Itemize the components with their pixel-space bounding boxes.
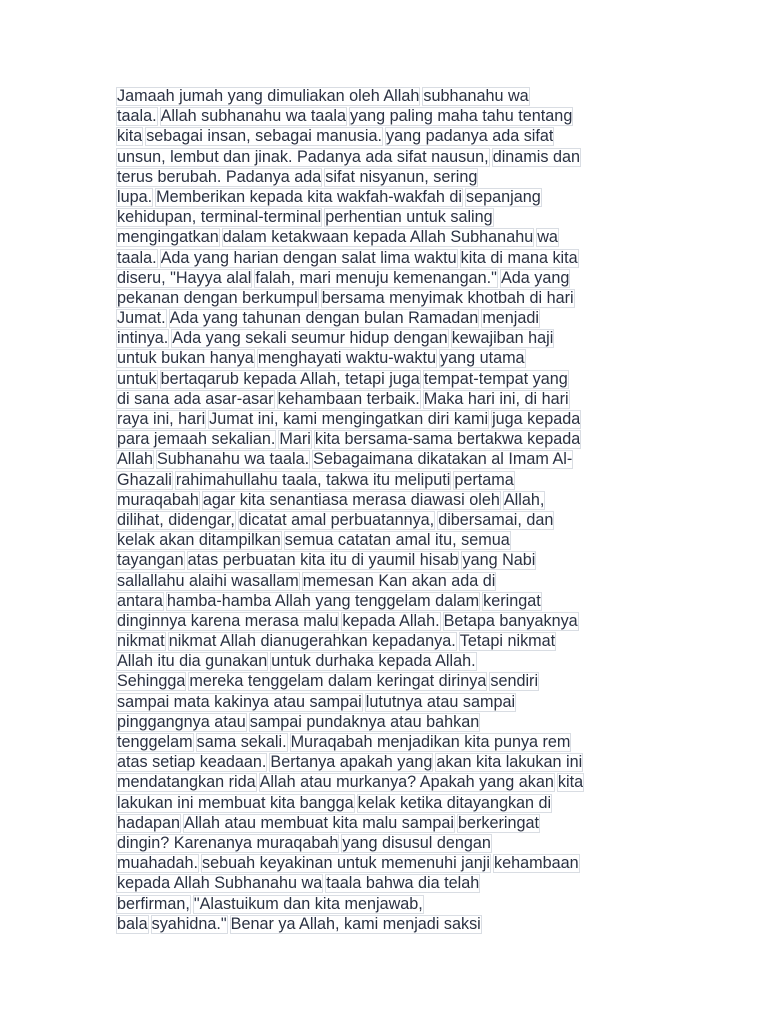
text-line: [116, 168, 656, 188]
text-segment: pertama: [454, 470, 514, 489]
text-segment: antara: [117, 591, 163, 610]
text-segment: hadapan: [117, 813, 181, 832]
text-segment: muraqabah: [117, 490, 199, 509]
text-line: [116, 188, 656, 208]
text-segment: terus berubah. Padanya ada: [117, 167, 322, 186]
text-line: [116, 228, 656, 248]
text-segment: berfirman,: [117, 894, 190, 913]
text-line: [116, 753, 656, 773]
text-segment: taala.: [117, 248, 157, 267]
text-segment: dingin? Karenanya muraqabah: [117, 833, 339, 852]
text-segment: dilihat, didengar,: [117, 510, 235, 529]
text-segment: taala bahwa dia telah: [326, 874, 480, 893]
document-body: [116, 87, 656, 935]
text-segment: Allah atau murkanya? Apakah yang akan: [259, 773, 554, 792]
text-segment: yang utama: [439, 349, 525, 368]
text-segment: untuk bukan hanya: [117, 349, 254, 368]
text-line: [116, 915, 656, 935]
text-segment: falah, mari menuju kemenangan.": [255, 268, 497, 287]
text-segment: Allah subhanahu wa taala: [160, 107, 347, 126]
text-segment: sallallahu alaihi wasallam: [117, 571, 299, 590]
text-segment: kehambaan terbaik.: [277, 389, 420, 408]
text-line: [116, 107, 656, 127]
text-segment: kita: [117, 127, 143, 146]
text-line: [116, 834, 656, 854]
text-segment: sebagai insan, sebagai manusia.: [146, 127, 382, 146]
text-line: [116, 895, 656, 915]
text-segment: tenggelam: [117, 733, 193, 751]
text-line: [116, 773, 656, 793]
text-segment: di sana ada asar-asar: [117, 389, 274, 408]
text-segment: raya ini, hari: [117, 410, 206, 428]
text-segment: "Alastuikum dan kita menjawab,: [193, 894, 423, 913]
text-segment: Ada yang sekali seumur hidup dengan: [172, 329, 448, 348]
text-segment: Maka hari ini, di hari: [423, 389, 569, 408]
text-segment: sampai mata kakinya atau sampai: [117, 692, 362, 711]
text-line: [116, 491, 656, 511]
text-segment: sebuah keyakinan untuk memenuhi janji: [202, 854, 490, 873]
text-segment: juga kepada: [492, 410, 581, 428]
text-segment: Benar ya Allah, kami menjadi saksi: [230, 914, 481, 933]
text-segment: atas perbuatan kita itu di yaumil hisab: [187, 551, 459, 570]
text-line: [116, 329, 656, 349]
text-line: [116, 531, 656, 551]
text-line: [116, 208, 656, 228]
text-segment: nikmat: [117, 632, 165, 651]
text-segment: dinginnya karena merasa malu: [117, 611, 339, 630]
text-segment: akan kita lakukan ini: [436, 753, 583, 772]
text-segment: tayangan: [117, 551, 184, 570]
text-segment: kepada Allah Subhanahu wa: [117, 874, 323, 893]
text-segment: sendiri: [490, 672, 539, 691]
text-segment: yang disusul dengan: [342, 833, 491, 852]
text-segment: hamba-hamba Allah yang tenggelam dalam: [166, 591, 480, 610]
text-segment: perhentian untuk saling: [325, 208, 493, 227]
text-line: [116, 693, 656, 713]
text-segment: Bertanya apakah yang: [270, 753, 433, 772]
text-segment: nikmat Allah dianugerahkan kepadanya.: [168, 632, 456, 651]
text-segment: mereka tenggelam dalam keringat dirinya: [189, 672, 487, 691]
text-line: [116, 370, 656, 390]
text-segment: Tetapi nikmat: [459, 632, 556, 651]
text-segment: keringat: [483, 591, 541, 610]
text-segment: Jumat.: [117, 309, 166, 328]
text-segment: wa: [537, 228, 558, 247]
text-line: [116, 713, 656, 733]
text-line: [116, 612, 656, 632]
text-segment: dinamis dan: [492, 147, 580, 166]
text-line: [116, 450, 656, 470]
text-segment: mengingatkan: [117, 228, 219, 247]
text-line: [116, 390, 656, 410]
text-line: [116, 430, 656, 450]
text-line: [116, 249, 656, 269]
text-segment: Betapa banyaknya: [443, 611, 578, 630]
text-segment: Ghazali: [117, 470, 172, 489]
text-segment: Memberikan kepada kita wakfah-wakfah di: [156, 187, 463, 206]
text-line: [116, 511, 656, 531]
text-segment: atas setiap keadaan.: [117, 753, 267, 772]
text-segment: subhanahu wa: [423, 87, 529, 105]
text-line: [116, 551, 656, 571]
text-segment: Sebagaimana dikatakan al Imam Al-: [313, 450, 573, 469]
text-segment: kepada Allah.: [342, 611, 440, 630]
text-line: [116, 632, 656, 652]
text-segment: tempat-tempat yang: [423, 369, 568, 388]
text-segment: sama sekali.: [196, 733, 287, 751]
text-segment: Muraqabah menjadikan kita punya rem: [290, 733, 571, 751]
text-line: [116, 794, 656, 814]
text-segment: Sehingga: [117, 672, 186, 691]
text-segment: dicatat amal perbuatannya,: [238, 510, 435, 529]
text-line: [116, 471, 656, 491]
text-segment: sifat nisyanun, sering: [325, 167, 478, 186]
text-segment: pinggangnya atau: [117, 712, 246, 731]
text-segment: kita di mana kita: [460, 248, 578, 267]
text-segment: pekanan dengan berkumpul: [117, 288, 318, 307]
text-line: [116, 814, 656, 834]
text-segment: menjadi: [482, 309, 540, 328]
text-segment: Subhanahu wa taala.: [157, 450, 310, 469]
text-segment: kita bersama-sama bertakwa kepada: [314, 430, 581, 449]
text-line: [116, 572, 656, 592]
text-segment: kewajiban haji: [451, 329, 554, 348]
text-segment: lututnya atau sampai: [365, 692, 516, 711]
text-segment: untuk durhaka kepada Allah.: [271, 652, 476, 671]
text-segment: Allah itu dia gunakan: [117, 652, 268, 671]
text-line: [116, 592, 656, 612]
text-segment: taala.: [117, 107, 157, 126]
text-segment: sampai pundaknya atau bahkan: [249, 712, 480, 731]
text-line: [116, 854, 656, 874]
text-segment: kehidupan, terminal-terminal: [117, 208, 322, 227]
text-line: [116, 410, 656, 430]
text-segment: intinya.: [117, 329, 169, 348]
text-line: [116, 733, 656, 753]
text-segment: memesan Kan akan ada di: [302, 571, 496, 590]
text-segment: sepanjang: [466, 187, 541, 206]
text-segment: mendatangkan rida: [117, 773, 256, 792]
text-segment: dalam ketakwaan kepada Allah Subhanahu: [222, 228, 534, 247]
text-line: [116, 289, 656, 309]
text-line: [116, 87, 656, 107]
text-segment: bala: [117, 914, 148, 933]
text-segment: menghayati waktu-waktu: [257, 349, 436, 368]
text-segment: Allah,: [503, 490, 545, 509]
text-segment: Jumat ini, kami mengingatkan diri kami: [209, 410, 489, 428]
text-segment: bertaqarub kepada Allah, tetapi juga: [160, 369, 420, 388]
text-line: [116, 148, 656, 168]
text-segment: Jamaah jumah yang dimuliakan oleh Allah: [117, 87, 420, 105]
text-segment: Ada yang tahunan dengan bulan Ramadan: [169, 309, 479, 328]
text-segment: para jemaah sekalian.: [117, 430, 276, 449]
text-line: [116, 672, 656, 692]
text-segment: yang paling maha tahu tentang: [350, 107, 573, 126]
text-segment: yang Nabi: [462, 551, 536, 570]
text-segment: Ada yang: [500, 268, 570, 287]
text-segment: bersama menyimak khotbah di hari: [321, 288, 574, 307]
text-segment: agar kita senantiasa merasa diawasi oleh: [202, 490, 500, 509]
text-segment: syahidna.": [151, 914, 227, 933]
text-segment: Allah: [117, 450, 153, 469]
text-line: [116, 127, 656, 147]
text-segment: Allah atau membuat kita malu sampai: [184, 813, 454, 832]
text-segment: kelak ketika ditayangkan di: [357, 793, 552, 812]
text-segment: lupa.: [117, 187, 153, 206]
text-line: [116, 874, 656, 894]
text-segment: semua catatan amal itu, semua: [284, 531, 510, 550]
text-segment: muahadah.: [117, 854, 199, 873]
text-line: [116, 349, 656, 369]
text-segment: kita: [557, 773, 584, 792]
text-segment: diseru, "Hayya alal: [117, 268, 252, 287]
text-segment: untuk: [117, 369, 157, 388]
text-segment: dibersamai, dan: [438, 510, 554, 529]
text-line: [116, 309, 656, 329]
text-segment: kelak akan ditampilkan: [117, 531, 281, 550]
text-segment: rahimahullahu taala, takwa itu meliputi: [175, 470, 451, 489]
text-segment: Ada yang harian dengan salat lima waktu: [160, 248, 457, 267]
text-line: [116, 652, 656, 672]
text-segment: berkeringat: [457, 813, 539, 832]
text-line: [116, 269, 656, 289]
text-segment: Mari: [279, 430, 311, 449]
text-segment: lakukan ini membuat kita bangga: [117, 793, 354, 812]
text-segment: yang padanya ada sifat: [385, 127, 554, 146]
text-segment: kehambaan: [493, 854, 579, 873]
text-segment: unsun, lembut dan jinak. Padanya ada sifat nausun,: [117, 147, 489, 166]
